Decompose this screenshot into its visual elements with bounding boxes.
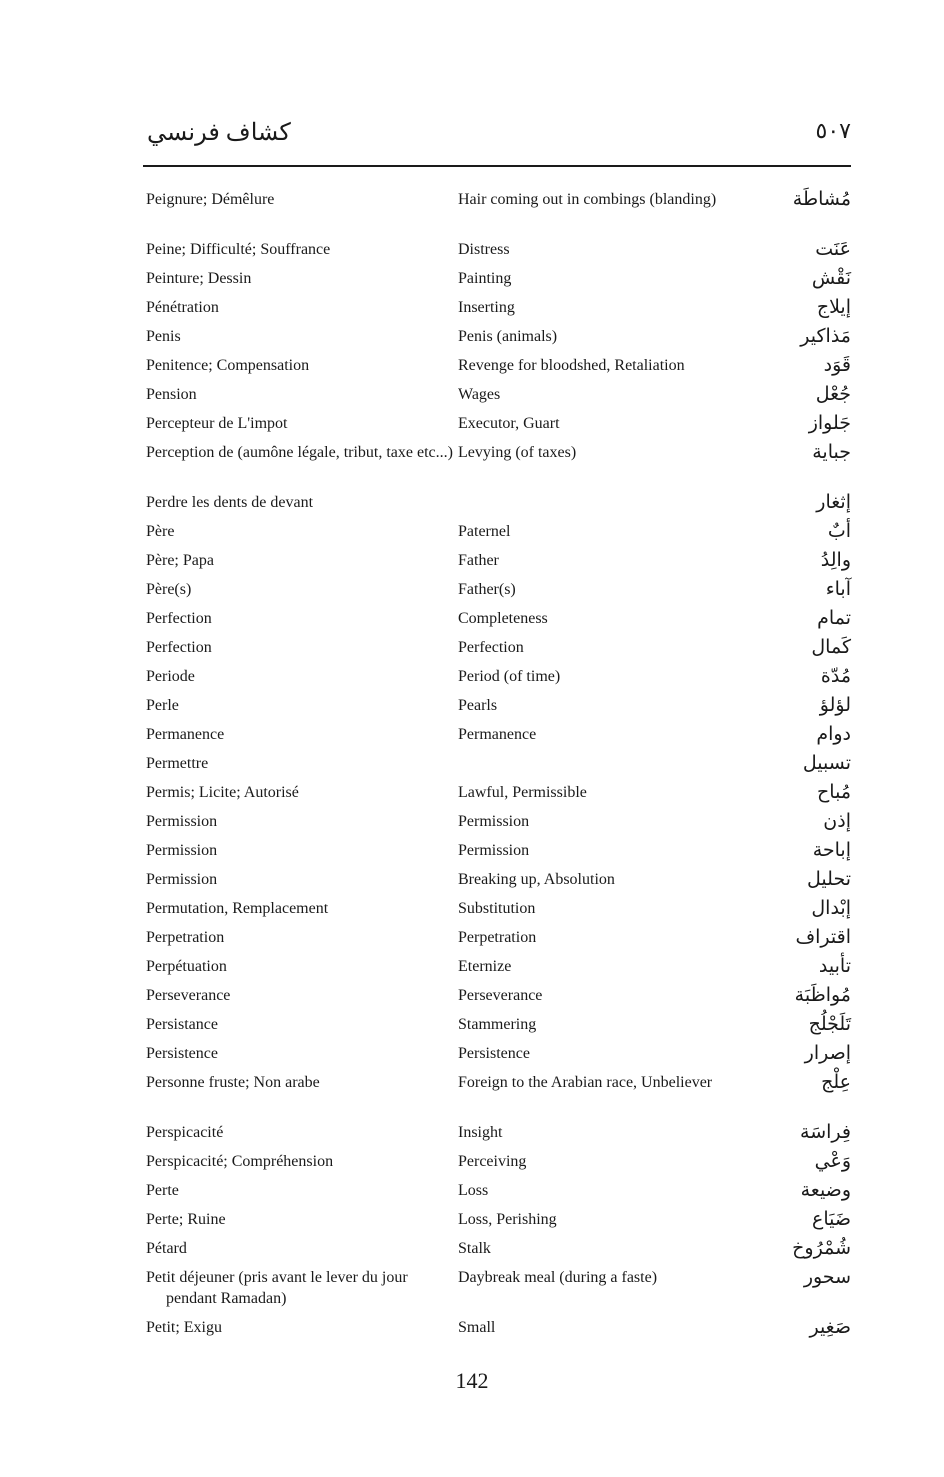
glossary-row (0, 1151, 944, 1180)
french-term: Penis (146, 328, 181, 345)
english-term: Revenge for bloodshed, Retaliation (458, 357, 685, 374)
running-head-page: ٥٠٧ (815, 118, 851, 143)
glossary-row (0, 413, 944, 442)
french-term: Perle (146, 697, 179, 714)
english-term: Father (458, 552, 499, 569)
arabic-term: ضَيَاع (812, 1208, 851, 1230)
glossary-row (0, 956, 944, 985)
arabic-term: إبْدال (811, 897, 851, 919)
french-term: Petit déjeuner (pris avant le lever du jour pendant Ramadan) (146, 1269, 408, 1307)
english-term: Paternel (458, 523, 511, 540)
arabic-term: جباية (812, 441, 851, 463)
arabic-term: شُمْرُوخ (792, 1237, 851, 1259)
french-term: Peinture; Dessin (146, 270, 252, 287)
french-term: Perte (146, 1182, 179, 1199)
french-term: Permission (146, 813, 218, 830)
french-term: Permettre (146, 755, 209, 772)
english-term: Painting (458, 270, 512, 287)
glossary-row (0, 840, 944, 869)
french-term: Peine; Difficulté; Souffrance (146, 241, 331, 258)
french-term: Petit; Exigu (146, 1319, 222, 1336)
glossary-row (0, 1072, 944, 1122)
glossary-row (0, 1209, 944, 1238)
glossary-row (0, 782, 944, 811)
french-term: Permission (146, 871, 218, 888)
arabic-term: تأبيد (818, 955, 851, 977)
english-term: Period (of time) (458, 668, 561, 685)
english-term: Persistence (458, 1045, 530, 1062)
arabic-term: مُدّة (820, 665, 851, 687)
arabic-term: إباحة (812, 839, 851, 861)
arabic-term: عِلْج (821, 1071, 851, 1093)
glossary-row (0, 1238, 944, 1267)
english-term: Perseverance (458, 987, 543, 1004)
french-term: Persistence (146, 1045, 218, 1062)
arabic-term: تحليل (807, 868, 851, 890)
french-term: Perspicacité; Compréhension (146, 1153, 334, 1170)
running-head-title: كشاف فرنسي (147, 120, 291, 146)
french-term: Penitence; Compensation (146, 357, 310, 374)
arabic-term: تسبيل (802, 752, 851, 774)
arabic-term: سحور (803, 1266, 851, 1288)
french-term: Pénétration (146, 299, 219, 316)
glossary-row (0, 297, 944, 326)
header-rule (143, 165, 851, 167)
glossary-row (0, 384, 944, 413)
french-term: Pétard (146, 1240, 187, 1257)
arabic-term: صَغِير (809, 1316, 851, 1338)
english-term: Loss, Perishing (458, 1211, 557, 1228)
english-term: Wages (458, 386, 501, 403)
french-term: Perpétuation (146, 958, 227, 975)
glossary-row (0, 811, 944, 840)
english-term: Stammering (458, 1016, 537, 1033)
glossary-row (0, 326, 944, 355)
glossary-row (0, 521, 944, 550)
english-term: Perpetration (458, 929, 537, 946)
french-term: Persistance (146, 1016, 218, 1033)
french-term: Permanence (146, 726, 225, 743)
arabic-term: اقتراف (795, 926, 851, 948)
english-term: Hair coming out in combings (blanding) (458, 191, 717, 208)
english-term: Perceiving (458, 1153, 527, 1170)
english-term: Stalk (458, 1240, 491, 1257)
glossary-row (0, 1014, 944, 1043)
french-term: Peignure; Démêlure (146, 191, 275, 208)
arabic-term: مُواظَبَة (794, 984, 851, 1006)
arabic-term: إثغار (816, 491, 851, 513)
arabic-term: أبٌ (827, 520, 851, 542)
english-term: Permanence (458, 726, 537, 743)
arabic-term: فِراسَة (800, 1121, 851, 1143)
arabic-term: نَقْش (811, 267, 851, 289)
arabic-term: إيلاج (816, 296, 851, 318)
arabic-term: لؤلؤ (819, 694, 851, 716)
french-term: Percepteur de L'impot (146, 415, 288, 432)
arabic-term: دوام (816, 723, 851, 745)
arabic-term: وَعْي (814, 1150, 851, 1172)
english-term: Eternize (458, 958, 512, 975)
glossary-row (0, 268, 944, 297)
french-term: Perfection (146, 610, 212, 627)
french-term: Père; Papa (146, 552, 214, 569)
english-term: Loss (458, 1182, 489, 1199)
glossary-row (0, 1122, 944, 1151)
french-term: Père(s) (146, 581, 192, 598)
glossary-row (0, 927, 944, 956)
french-term: Perpetration (146, 929, 225, 946)
arabic-term: وضيعة (800, 1179, 851, 1201)
glossary-row (0, 695, 944, 724)
glossary-row (0, 753, 944, 782)
french-term: Periode (146, 668, 195, 685)
english-term: Father(s) (458, 581, 516, 598)
glossary-table (0, 189, 944, 1346)
french-term: Permis; Licite; Autorisé (146, 784, 299, 801)
arabic-term: آباء (825, 578, 851, 600)
arabic-term: مُشاطَة (792, 188, 851, 210)
glossary-row (0, 1180, 944, 1209)
english-term: Perfection (458, 639, 524, 656)
english-term: Small (458, 1319, 496, 1336)
french-term: Permission (146, 842, 218, 859)
arabic-term: تمام (817, 607, 851, 629)
english-term: Foreign to the Arabian race, Unbeliever (458, 1074, 713, 1091)
english-term: Penis (animals) (458, 328, 558, 345)
arabic-term: مُباح (817, 781, 851, 803)
glossary-row (0, 442, 944, 492)
glossary-row (0, 239, 944, 268)
french-term: Permutation, Remplacement (146, 900, 329, 917)
glossary-row (0, 985, 944, 1014)
french-term: Perte; Ruine (146, 1211, 226, 1228)
english-term: Permission (458, 813, 530, 830)
arabic-term: تَلَجْلُج (808, 1013, 851, 1035)
glossary-row (0, 869, 944, 898)
glossary-row (0, 637, 944, 666)
arabic-term: قَوَد (823, 354, 851, 376)
glossary-row (0, 608, 944, 637)
english-term: Permission (458, 842, 530, 859)
english-term: Insight (458, 1124, 503, 1141)
glossary-row (0, 724, 944, 753)
english-term: Pearls (458, 697, 498, 714)
french-term: Père (146, 523, 175, 540)
glossary-row (0, 1267, 944, 1317)
english-term: Inserting (458, 299, 515, 316)
arabic-term: إصرار (804, 1042, 851, 1064)
french-term: Perseverance (146, 987, 231, 1004)
glossary-row (0, 355, 944, 384)
arabic-term: مَذاكير (800, 325, 851, 347)
french-term: Personne fruste; Non arabe (146, 1074, 320, 1091)
glossary-row (0, 1317, 944, 1346)
glossary-row (0, 898, 944, 927)
glossary-row (0, 1043, 944, 1072)
arabic-term: جُعْل (815, 383, 851, 405)
english-term: Completeness (458, 610, 548, 627)
french-term: Perspicacité (146, 1124, 224, 1141)
glossary-row (0, 579, 944, 608)
glossary-row (0, 492, 944, 521)
french-term: Perfection (146, 639, 212, 656)
french-term: Pension (146, 386, 197, 403)
glossary-row (0, 666, 944, 695)
english-term: Breaking up, Absolution (458, 871, 615, 888)
english-term: Levying (of taxes) (458, 444, 577, 461)
french-term: Perception de (aumône légale, tribut, taxe etc...) (146, 444, 453, 461)
english-term: Lawful, Permissible (458, 784, 587, 801)
english-term: Executor, Guart (458, 415, 560, 432)
english-term: Distress (458, 241, 510, 258)
arabic-term: والِدُ (820, 549, 851, 571)
french-term: Perdre les dents de devant (146, 494, 314, 511)
arabic-term: جَلواز (808, 412, 851, 434)
english-term: Substitution (458, 900, 536, 917)
arabic-term: عَنَت (815, 238, 851, 260)
english-term: Daybreak meal (during a faste) (458, 1269, 658, 1286)
glossary-row (0, 189, 944, 239)
arabic-term: كَمال (811, 636, 851, 658)
glossary-row (0, 550, 944, 579)
arabic-term: إذن (823, 810, 851, 832)
page-number: 142 (455, 1368, 489, 1393)
